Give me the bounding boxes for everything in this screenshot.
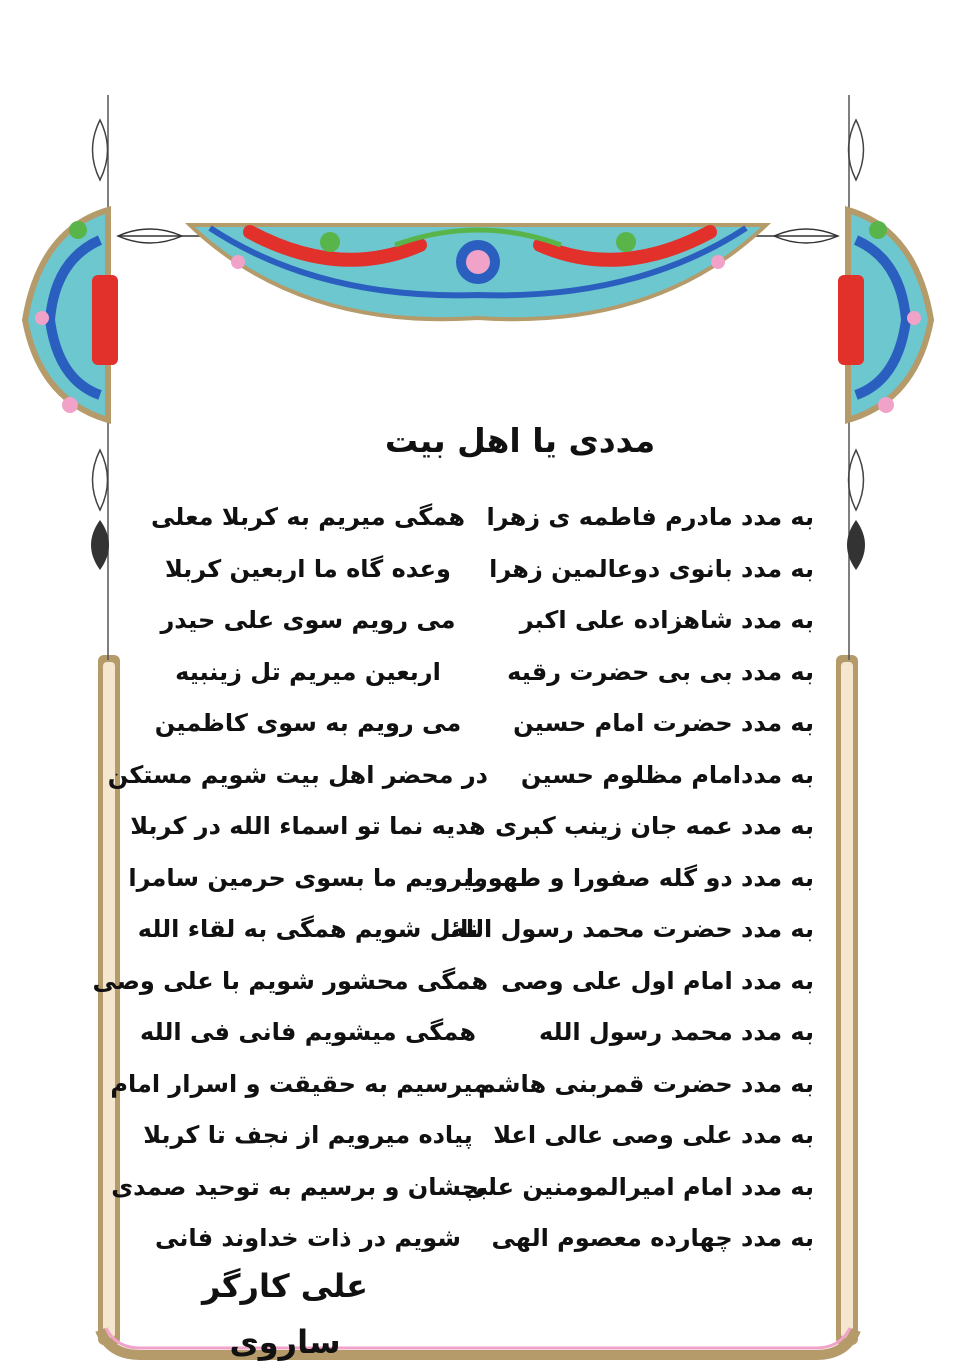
verse-line: هدیه نما تو اسماء الله در کربلا — [130, 812, 486, 840]
right-hemistich-column — [450, 492, 814, 1265]
verse-line: میرویم ما بسوی حرمین سامرا — [128, 863, 488, 892]
verse-line: به مددامام مظلوم حسین — [520, 760, 814, 789]
verse-line: به مدد حضرت امام حسین — [513, 709, 814, 737]
verse-line: اربعین میریم تل زینبیه — [175, 657, 441, 686]
verse-line: میرسیم به حقیقت و اسرار امام — [110, 1069, 488, 1098]
verse-line: همگی محشور شویم با علی وصی — [92, 966, 488, 995]
verse-line: همگی میشویم فانی فی الله — [140, 1018, 476, 1046]
verse-line: وعده گاه ما اربعین کربلا — [165, 554, 451, 583]
verse-line: در محضر اهل بیت شویم مستکن — [107, 760, 488, 789]
right-corner-ornament — [838, 120, 931, 570]
verse-line: به مدد محمد رسول الله — [538, 1018, 814, 1046]
headpiece-ornament — [118, 225, 838, 319]
verse-line: به مدد شاهزاده علی اکبر — [519, 606, 814, 634]
verse-line: نائل شویم همگی به لقاء الله — [137, 915, 479, 943]
verse-line: به مدد امام امیرالمومنین علی — [463, 1172, 814, 1201]
verse-line: پیاده میرویم از نجف تا کربلا — [143, 1121, 473, 1149]
verse-line: به مدد مادرم فاطمه ی زهرا — [486, 503, 814, 531]
bottom-rail — [100, 1328, 856, 1355]
verse-line: همگی میریم به کربلا معلی — [151, 503, 465, 531]
verse-line: به مدد بی بی حضرت رقیه — [507, 657, 814, 686]
left-hemistich-column — [92, 492, 488, 1265]
left-corner-ornament — [25, 120, 118, 570]
poem-title: مددی یا اهل بیت — [384, 421, 656, 460]
verse-line: می رویم سوی علی حیدر — [160, 606, 456, 634]
verse-line: بچشان و برسیم به توحید صمدی — [111, 1172, 488, 1201]
verse-line: به مدد امام اول علی وصی — [501, 966, 814, 995]
verse-line: به مدد دو گله صفورا و طهورا — [465, 863, 814, 892]
verse-line: به مدد بانوی دوعالمین زهرا — [489, 554, 814, 583]
verse-line: به مدد عمه جان زینب کبری — [495, 812, 814, 840]
verse-line: به مدد حضرت قمربنی هاشم — [478, 1069, 814, 1098]
verse-line: به مدد چهارده معصوم الهی — [491, 1224, 814, 1252]
poet-signature: علی کارگر ساروی — [202, 1267, 368, 1361]
verse-line: می رویم به سوی کاظمین — [154, 709, 462, 737]
verse-line: به مدد حضرت محمد رسول الله — [450, 915, 814, 943]
verse-line: به مدد علی وصی عالی اعلا — [493, 1121, 814, 1149]
verse-line: شویم در ذات خداوند فانی — [155, 1224, 461, 1252]
